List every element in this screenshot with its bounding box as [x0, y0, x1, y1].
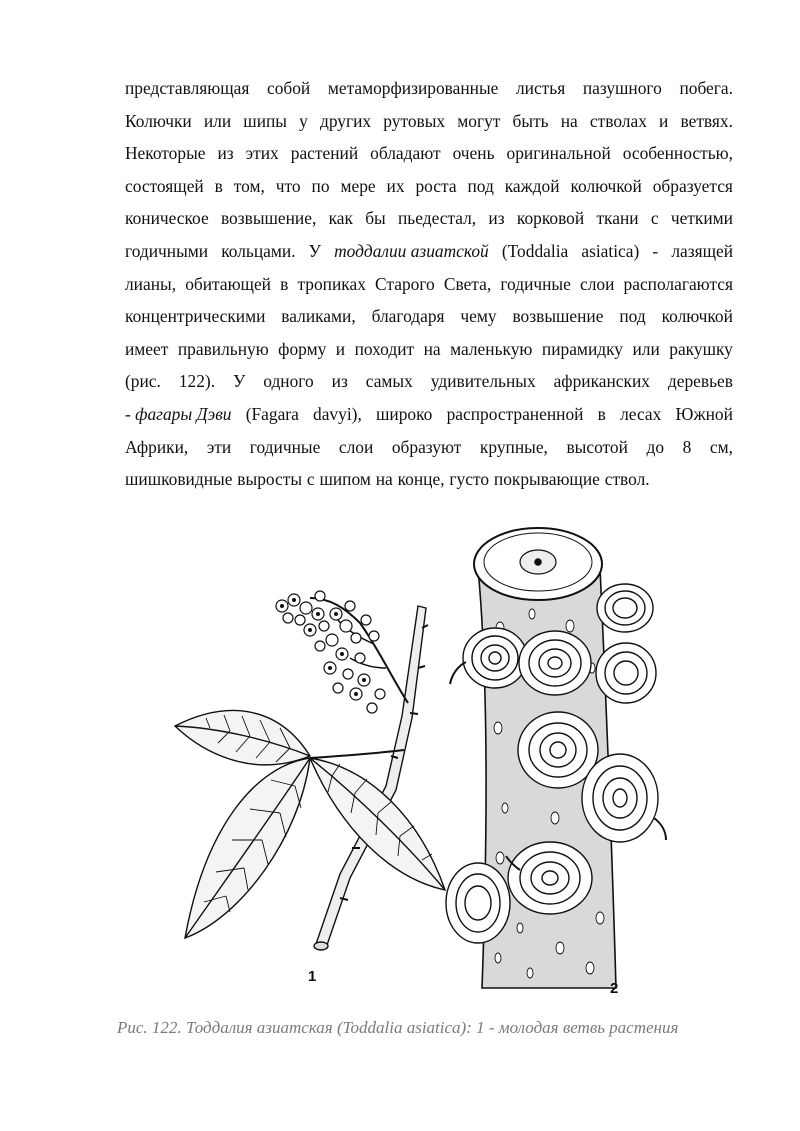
word: корковой: [516, 208, 585, 229]
word: состоящей: [125, 175, 204, 196]
word: из: [217, 143, 234, 164]
word: конце,: [397, 469, 445, 490]
word: Африки,: [125, 436, 189, 457]
word: чему: [460, 306, 497, 327]
word: или: [632, 338, 660, 359]
word: слои: [579, 273, 615, 294]
word: лианы,: [125, 273, 177, 294]
word: том,: [233, 175, 265, 196]
word: - фагары Дэви: [125, 403, 232, 424]
toddalia-illustration: [160, 518, 680, 1008]
word: особенностью,: [622, 143, 733, 164]
word: из: [331, 371, 348, 392]
word: Света,: [443, 273, 492, 294]
word: образуется: [652, 175, 733, 196]
word: их: [386, 175, 405, 196]
word: стволах: [589, 110, 647, 131]
word: 8: [682, 436, 692, 457]
word: ракушку: [669, 338, 733, 359]
text-line: [125, 235, 733, 268]
word: под: [619, 306, 646, 327]
word: У: [232, 371, 246, 392]
word: до: [646, 436, 665, 457]
word: под: [467, 175, 494, 196]
word: в: [597, 403, 606, 424]
word: У: [308, 240, 321, 261]
word: очень: [452, 143, 495, 164]
word: густо: [449, 469, 490, 490]
word: годичные: [500, 273, 571, 294]
word: метаморфизированные: [327, 78, 499, 98]
word: обладают: [370, 143, 441, 164]
figure-label-2: 2: [610, 980, 619, 997]
word: см,: [709, 436, 733, 457]
word: что: [275, 175, 301, 196]
word: форму: [278, 338, 327, 359]
word: лазящей: [671, 240, 733, 261]
word: одного: [263, 371, 314, 392]
word: походит: [354, 338, 415, 359]
word: на: [423, 338, 441, 359]
word: -: [652, 240, 659, 261]
word: с: [650, 208, 659, 229]
text-line: [125, 300, 733, 333]
word: и: [335, 338, 346, 359]
word: Южной: [675, 403, 733, 424]
word: Старого: [375, 273, 435, 294]
word: возвышение: [512, 306, 604, 327]
word: четкими: [670, 208, 733, 229]
word: колючкой: [570, 175, 642, 196]
word: шипы: [243, 110, 287, 131]
text-line: [125, 398, 733, 431]
figure-caption: Рис. 122. Тоддалия азиатская (Toddalia asiatica): 1 - молодая ветвь растения: [117, 1018, 679, 1037]
word: быть: [512, 110, 549, 131]
word: колючкой: [661, 306, 733, 327]
word: располагаются: [623, 273, 733, 294]
word: ткани: [596, 208, 639, 229]
text-line: [125, 137, 733, 170]
figure-122: [160, 518, 680, 1008]
trunk-drawing: [446, 528, 666, 988]
word: пазушного: [582, 78, 662, 98]
word: тоддалии азиатской: [334, 240, 489, 261]
word: крупные,: [479, 436, 548, 457]
word: образуют: [391, 436, 462, 457]
word: каждой: [504, 175, 560, 196]
word: по: [311, 175, 330, 196]
word: могут: [457, 110, 501, 131]
word: в: [280, 273, 289, 294]
word: годичные: [249, 436, 321, 457]
word: или: [203, 110, 232, 131]
word: представляющая: [125, 78, 250, 98]
word: правильную: [177, 338, 269, 359]
word: у: [299, 110, 308, 131]
word: благодаря: [371, 306, 445, 327]
text-line: [125, 72, 733, 105]
word: валиками,: [281, 306, 356, 327]
word: на: [560, 110, 578, 131]
word: Некоторые: [125, 143, 206, 164]
branch-drawing: [175, 591, 445, 950]
word: имеет: [125, 338, 169, 359]
word: пирамидку: [541, 338, 623, 359]
word: на: [375, 469, 393, 490]
text-line: [125, 170, 733, 203]
word: коническое: [125, 208, 209, 229]
word: оригинальной: [506, 143, 611, 164]
word: 122).: [178, 371, 216, 392]
word: ветвях.: [680, 110, 733, 131]
text-line: [125, 202, 733, 235]
word: тропиках: [297, 273, 366, 294]
word: растений: [290, 143, 359, 164]
word: распространенной: [446, 403, 584, 424]
word: маленькую: [450, 338, 533, 359]
word: возвышение,: [220, 208, 317, 229]
text-line: [125, 431, 733, 464]
text-line: [125, 268, 733, 301]
word: шипом: [319, 469, 371, 490]
word: ствол.: [604, 469, 650, 490]
word: африканских: [553, 371, 650, 392]
text-line: [125, 463, 733, 496]
word: (рис.: [125, 371, 161, 392]
word: удивительных: [430, 371, 536, 392]
word: покрывающие: [493, 469, 600, 490]
word: выросты: [237, 469, 303, 490]
word: высотой: [566, 436, 628, 457]
word: с: [306, 469, 315, 490]
word: бы: [365, 208, 386, 229]
word: davyi),: [313, 403, 362, 424]
word: побега.: [679, 78, 733, 98]
word: пьедестал,: [398, 208, 477, 229]
word: собой: [266, 78, 311, 98]
word: кольцами.: [221, 240, 296, 261]
body-text: [125, 72, 733, 496]
word: роста: [415, 175, 457, 196]
word: листья: [515, 78, 566, 98]
word: asiatica): [581, 240, 640, 261]
word: из: [488, 208, 505, 229]
word: и: [659, 110, 669, 131]
word: годичными: [125, 240, 209, 261]
word: деревьев: [667, 371, 733, 392]
word: широко: [376, 403, 433, 424]
text-line: [125, 105, 733, 138]
word: рутовых: [383, 110, 446, 131]
word: эти: [206, 436, 232, 457]
word: слои: [338, 436, 374, 457]
word: (Fagara: [245, 403, 299, 424]
text-line: [125, 365, 733, 398]
word: в: [214, 175, 223, 196]
word: этих: [245, 143, 279, 164]
word: Колючки: [125, 110, 192, 131]
word: концентрическими: [125, 306, 266, 327]
text-line: [125, 333, 733, 366]
word: как: [328, 208, 353, 229]
word: обитающей: [185, 273, 271, 294]
word: мере: [340, 175, 376, 196]
word: самых: [365, 371, 413, 392]
word: других: [319, 110, 372, 131]
word: (Toddalia: [501, 240, 569, 261]
word: шишковидные: [125, 469, 233, 490]
figure-label-1: 1: [308, 968, 317, 985]
word: лесах: [620, 403, 662, 424]
